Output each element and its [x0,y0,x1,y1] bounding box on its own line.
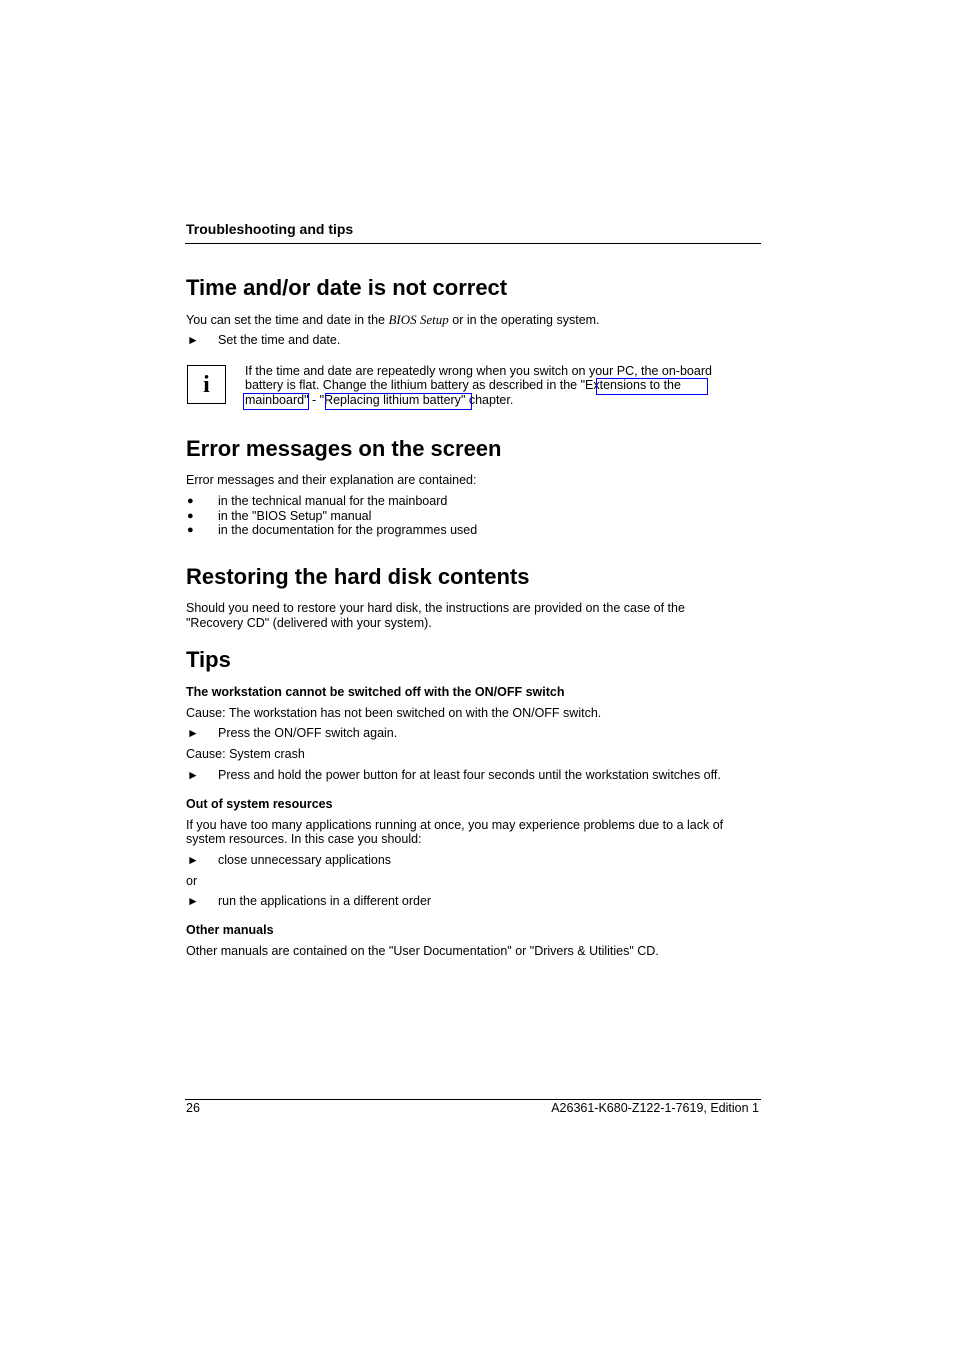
heading-restoring: Restoring the hard disk contents [186,564,530,589]
heading-tips: Tips [186,647,231,672]
note-line-1: If the time and date are repeatedly wrong when you switch on your PC, the on-board [245,364,712,378]
list-item: in the technical manual for the mainboard [218,494,448,508]
step-set-time: Set the time and date. [218,333,341,347]
footer-rule [185,1099,761,1100]
step-hold-power: Press and hold the power button for at least four seconds until the workstation switches off. [218,768,721,782]
resources-line-1: If you have too many applications running at once, you may experience problems due to a lack of [186,818,724,832]
info-icon: i [187,365,226,404]
link-extensions-mainboard-part1[interactable]: Extensions to the [585,378,681,392]
cause-1: Cause: The workstation has not been switched on with the ON/OFF switch. [186,706,602,720]
bullet-icon: ● [187,524,194,536]
note-line-3: mainboard" - "Replacing lithium battery" chapter. [245,393,514,407]
heading-time-date: Time and/or date is not correct [186,275,508,300]
page-number: 26 [186,1101,200,1115]
heading-error-messages: Error messages on the screen [186,436,502,461]
note-line-2: battery is flat. Change the lithium battery as described in the "Extensions to the [245,378,681,392]
link-extensions-mainboard-part2[interactable]: mainboard [245,393,305,407]
list-item: in the "BIOS Setup" manual [218,509,372,523]
header-rule [185,243,761,244]
bullet-icon: ● [187,510,194,522]
bios-setup-term: BIOS Setup [388,312,449,327]
step-close-apps: close unnecessary applications [218,853,392,867]
bullet-icon: ● [187,495,194,507]
restore-line-1: Should you need to restore your hard disk, the instructions are provided on the case of the [186,601,685,615]
list-item: in the documentation for the programmes used [218,523,478,537]
arrow-icon: ► [187,768,199,782]
step-reorder-apps: run the applications in a different order [218,894,432,908]
arrow-icon: ► [187,853,199,867]
link-box-replacing-battery[interactable] [325,393,472,410]
subheading-switch-off: The workstation cannot be switched off with the ON/OFF switch [186,685,565,699]
subheading-resources: Out of system resources [186,797,333,811]
link-box-mainboard[interactable] [243,393,309,410]
other-manuals-text: Other manuals are contained on the "User Documentation" or "Drivers & Utilities" CD. [186,944,659,958]
restore-line-2: "Recovery CD" (delivered with your system). [186,616,432,630]
subheading-other-manuals: Other manuals [186,923,274,937]
arrow-icon: ► [187,333,199,347]
link-box-extensions[interactable] [596,378,708,395]
document-id: A26361-K680-Z122-1-7619, Edition 1 [551,1101,759,1115]
step-press-switch: Press the ON/OFF switch again. [218,726,398,740]
error-intro: Error messages and their explanation are contained: [186,473,477,487]
or-text: or [186,874,198,888]
resources-line-2: system resources. In this case you should: [186,832,422,846]
arrow-icon: ► [187,726,199,740]
running-header: Troubleshooting and tips [186,221,354,237]
link-replacing-battery[interactable]: Replacing lithium battery [324,393,461,407]
cause-2: Cause: System crash [186,747,305,761]
arrow-icon: ► [187,894,199,908]
time-intro: You can set the time and date in the BIOS Setup or in the operating system. [186,312,600,327]
